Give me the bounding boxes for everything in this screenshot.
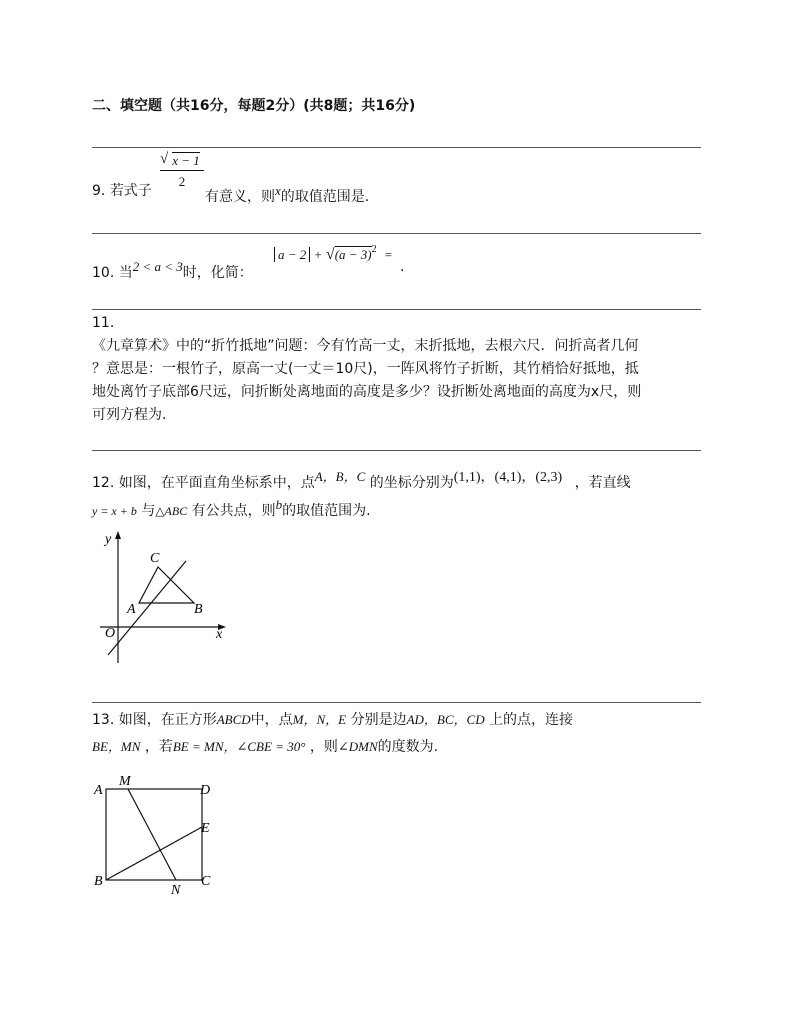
label-c: C [150, 551, 160, 566]
question-11: 11. 《九章算术》中的“折竹抵地”问题：今有竹高一丈，末折抵地，去根六尺．问折高者几何 ？意思是：一根竹子，原高一丈(一丈＝10尺)，一阵风将竹子折断，其竹梢恰好抵地，抵 地处离竹子底部6尺远，问折断处离地面的高度是多少？设折断处离地面的高度为x尺，则 可列方程为. [92, 312, 704, 427]
segment-mn [128, 789, 176, 880]
label-a: A [94, 783, 103, 798]
question-number: 10. [92, 265, 115, 281]
square-figure [92, 770, 222, 900]
divider [92, 702, 701, 703]
fraction: √ x − 1 2 [160, 153, 204, 190]
question-12: 12. 如图，在平面直角坐标系中，点A，B，C 的坐标分别为(1,1)，(4,1)，(2,3) ，若直线 [92, 469, 631, 491]
expression: $a - 2 + √(a - 3)^2$ = [274, 244, 392, 264]
section-title: 二、填空题（共16分，每题2分）(共8题；共16分) [92, 98, 416, 114]
label-d: D [200, 783, 211, 798]
divider [92, 147, 701, 148]
divider [92, 309, 701, 310]
question-number: 13. [92, 712, 115, 728]
question-number: 11. [92, 315, 115, 331]
question-number: 12. [92, 475, 115, 491]
question-number: 9. [92, 183, 106, 199]
label-x: x [216, 627, 223, 642]
coordinate-figure [92, 525, 242, 665]
question-9: 9. 若式子 [92, 183, 152, 199]
question-10: 10. 当2 < a < 3时，化简： [92, 259, 253, 281]
label-n: N [171, 883, 181, 898]
label-o: O [105, 626, 116, 641]
line-y-x-b [108, 561, 186, 655]
divider [92, 450, 701, 451]
label-b: B [94, 874, 103, 889]
label-y: y [105, 532, 112, 547]
y-axis-arrow [115, 531, 121, 539]
label-c: C [201, 874, 211, 889]
label-b: B [194, 602, 203, 617]
segment-be [106, 827, 202, 880]
question-13: 13. 如图，在正方形ABCD中，点M，N，E 分别是边AD，BC，CD 上的点，连接 [92, 712, 574, 728]
divider [92, 233, 701, 234]
label-m: M [119, 774, 131, 789]
label-a: A [127, 602, 136, 617]
label-e: E [201, 821, 210, 836]
